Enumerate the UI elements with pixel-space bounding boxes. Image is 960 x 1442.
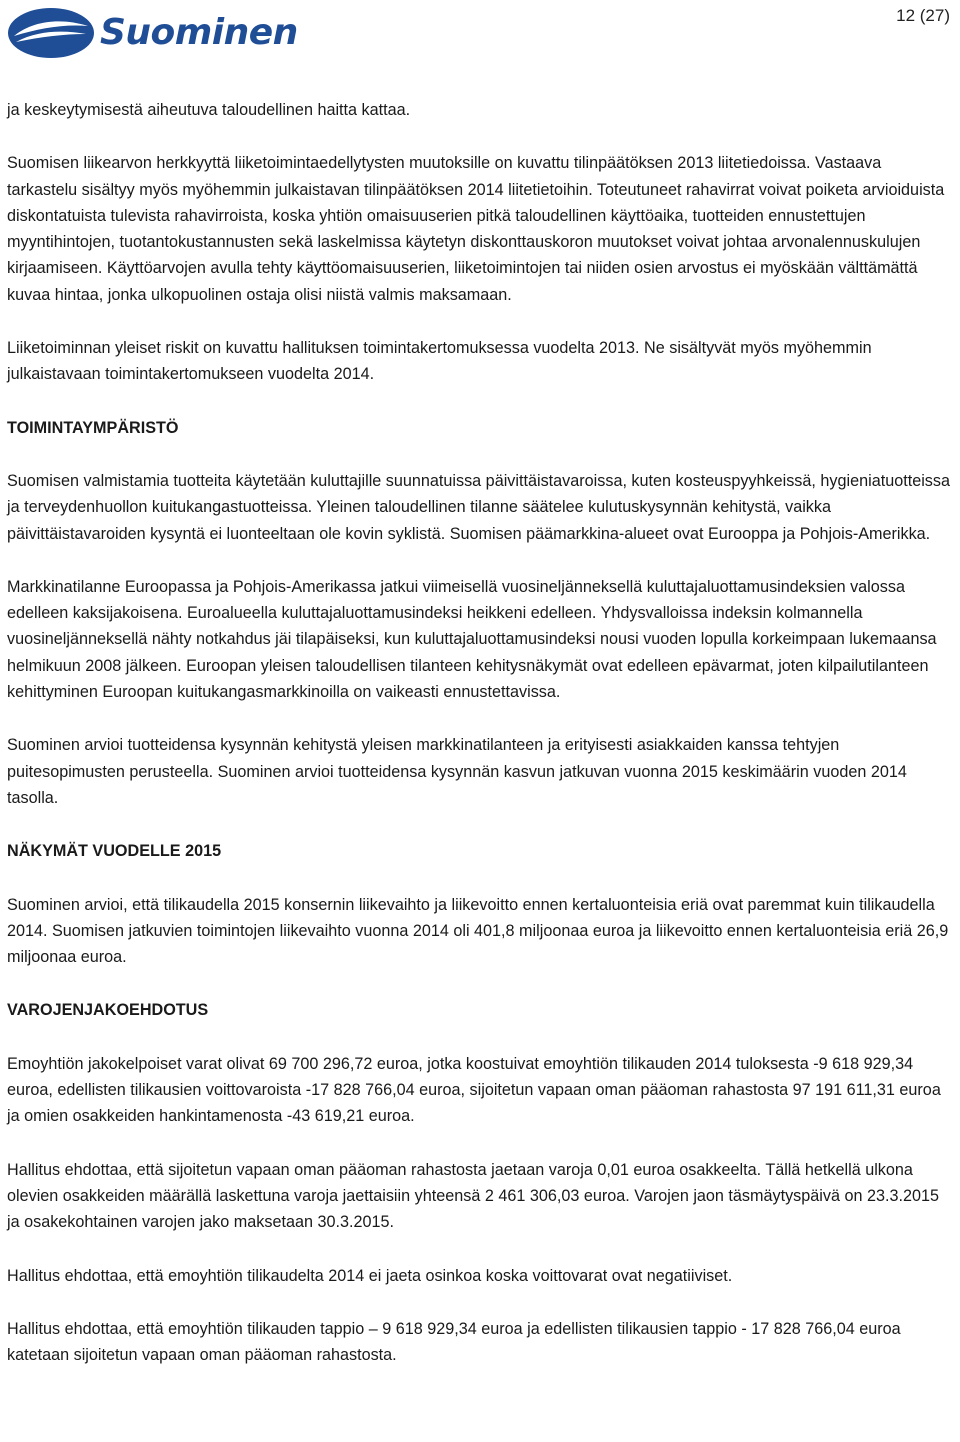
paragraph: Hallitus ehdottaa, että emoyhtiön tilikaudelta 2014 ei jaeta osinkoa koska voittovarat ovat negatiiviset. xyxy=(7,1266,733,1285)
paragraph: ja keskeytymisestä aiheutuva taloudellinen haitta kattaa. xyxy=(7,101,411,119)
paragraph: Emoyhtiön jakokelpoiset varat olivat 69 700 296,72 euroa, jotka koostuivat emoyhtiön tilikauden 2014 tuloksesta -9 618 929,34 euroa, edellisten tilikausien voittovaroista -17 828 766,04 euroa, sijoitetun vapaan oman pääoman rahastosta 97 191 611,31 euroa ja omien osakkeiden hankintamenosta -43 619,21 euroa. xyxy=(7,1054,941,1126)
paragraph: Suomisen liikearvon herkkyyttä liiketoimintaedellytysten muutoksille on kuvattu tilinpäätöksen 2013 liitetiedoissa. Vastaava tarkastelu sisältyy myös myöhemmin julkaistavan tilinpäätöksen 2014 liitetietoihin. Toteutuneet rahavirrat voivat poiketa arvioiduista diskontatuista tulevista rahavirroista, koska yhtiön omaisuuserien pitkä taloudellinen käyttöaika, tuotteiden ennustettujen myyntihintojen, tuotantokustannusten sekä laskelmissa käytetyn diskonttauskoron muutokset voivat johtaa arvonalennuskulujen kirjaamiseen. Käyttöarvojen avulla tehty käyttöomaisuuserien, liiketoimintojen tai niiden osien arvostus ei myöskään välttämättä kuvaa hintaa, jonka ulkopuolinen ostaja olisi niistä valmis maksamaan. xyxy=(7,154,945,304)
logo-emblem-icon xyxy=(6,6,96,60)
document-body xyxy=(7,97,955,1368)
paragraph: Suomisen valmistamia tuotteita käytetään kuluttajille suunnatuissa päivittäistavaroissa, kuten kosteuspyyhkeissä, hygieniatuotteissa ja terveydenhuollon kuitukangastuotteissa. Yleinen taloudellinen tilanne säätelee kulutuskysynnän kehitystä, vaikka päivittäistavaroiden kysyntä ei luonteeltaan ole kovin syklistä. Suomisen päämarkkina-alueet ovat Eurooppa ja Pohjois-Amerikka. xyxy=(7,471,950,543)
section-heading: NÄKYMÄT VUODELLE 2015 xyxy=(7,842,222,861)
paragraph: Suominen arvioi tuotteidensa kysynnän kehitystä yleisen markkinatilanteen ja erityisesti asiakkaiden kanssa tehtyjen puitesopimusten perusteella. Suominen arvioi tuotteidensa kysynnän kasvun jatkuvan vuonna 2015 keskimäärin vuoden 2014 tasolla. xyxy=(7,736,907,807)
paragraph: Suominen arvioi, että tilikaudella 2015 konsernin liikevaihto ja liikevoitto ennen kertaluonteisia eriä ovat paremmat kuin tilikaudella 2014. Suomisen jatkuvien toimintojen liikevaihto vuonna 2014 oli 401,8 miljoonaa euroa ja liikevoitto ennen kertaluonteisia eriä 26,9 miljoonaa euroa. xyxy=(7,895,949,967)
paragraph: Hallitus ehdottaa, että emoyhtiön tilikauden tappio – 9 618 929,34 euroa ja edellisten tilikausien tappio - 17 828 766,04 euroa katetaan sijoitetun vapaan oman pääoman rahastosta. xyxy=(7,1319,901,1365)
logo-text: Suominen xyxy=(100,12,298,53)
paragraph: Hallitus ehdottaa, että sijoitetun vapaan oman pääoman rahastosta jaetaan varoja 0,01 euroa osakkeelta. Tällä hetkellä ulkona olevien osakkeiden määrällä laskettuna varoja jaettaisiin yhteensä 2 461 306,03 euroa. Varojen jaon täsmäytyspäivä on 23.3.2015 ja osakekohtainen varojen jako maksetaan 30.3.2015. xyxy=(7,1160,939,1232)
page-header xyxy=(0,0,960,70)
paragraph: Liiketoiminnan yleiset riskit on kuvattu hallituksen toimintakertomuksessa vuodelta 2013. Ne sisältyvät myös myöhemmin julkaistavaan toimintakertomukseen vuodelta 2014. xyxy=(7,339,872,384)
suominen-logo xyxy=(6,6,298,60)
section-heading: TOIMINTAYMPÄRISTÖ xyxy=(7,418,179,437)
paragraph: Markkinatilanne Euroopassa ja Pohjois-Amerikassa jatkui viimeisellä vuosineljänneksellä kuluttajaluottamusindeksien valossa edelleen kaksijakoisena. Euroalueella kuluttajaluottamusindeksi heikkeni edelleen. Yhdysvalloissa indeksin kolmannella vuosineljänneksellä nähty notkahdus jäi tilapäiseksi, kun kuluttajaluottamusindeksi nousi vuoden lopulla korkeimpaan lukemaansa helmikuun 2008 jälkeen. Euroopan yleisen taloudellisen tilanteen kehitysnäkymät ovat edelleen epävarmat, joten kilpailutilanteen kehittyminen Euroopan kuitukangasmarkkinoilla on vaikeasti ennustettavissa. xyxy=(7,577,937,702)
page-number: 12 (27) xyxy=(896,6,950,25)
section-heading: VAROJENJAKOEHDOTUS xyxy=(7,1001,209,1020)
